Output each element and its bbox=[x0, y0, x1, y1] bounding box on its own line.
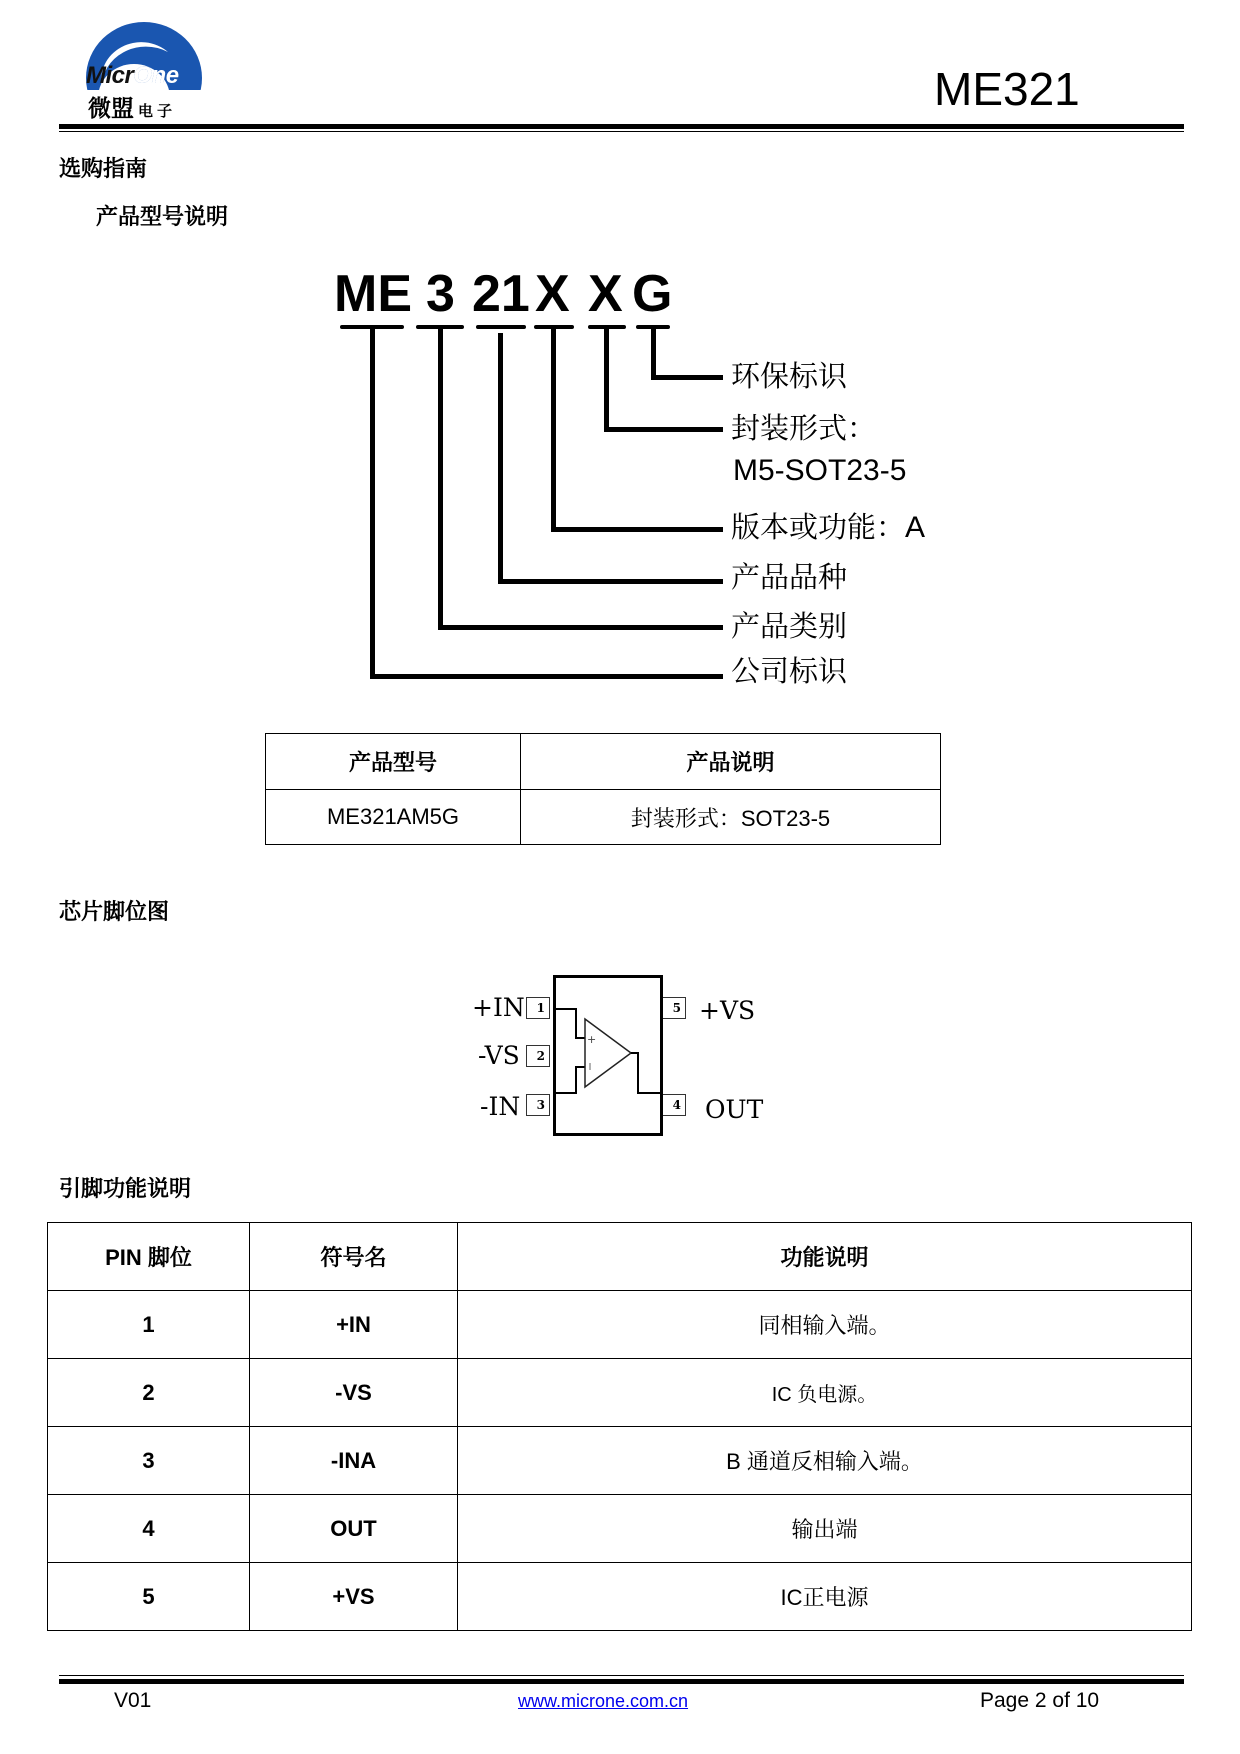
leader-line-3 bbox=[438, 328, 443, 630]
cell-symbol: -VS bbox=[250, 1359, 458, 1427]
cell-function: B 通道反相输入端。 bbox=[458, 1427, 1192, 1495]
cell-pin: 4 bbox=[48, 1495, 250, 1563]
footer-website-link[interactable]: www.microne.com.cn bbox=[518, 1691, 689, 1711]
table-row bbox=[48, 1563, 1192, 1631]
opamp-symbol-icon bbox=[553, 975, 663, 1136]
footer-version: V01 bbox=[114, 1689, 152, 1712]
pin-1-box: 1 bbox=[526, 997, 550, 1019]
leader-line-x2 bbox=[604, 328, 609, 432]
header-rule-thick bbox=[59, 124, 1184, 129]
pin-label-minus-in: -IN bbox=[480, 1092, 521, 1121]
pin-4-box: 4 bbox=[662, 1094, 686, 1116]
leader-line-me bbox=[370, 328, 375, 679]
subheading-part-number: 产品型号说明 bbox=[96, 205, 229, 230]
col-header-description: 产品说明 bbox=[521, 734, 941, 790]
leader-arm-3 bbox=[438, 625, 723, 630]
pin-function-table bbox=[47, 1222, 1192, 1631]
table-row bbox=[266, 790, 941, 845]
table-row bbox=[48, 1495, 1192, 1563]
leader-arm-x1 bbox=[551, 527, 723, 532]
leader-arm-me bbox=[370, 674, 723, 679]
col-header-function: 功能说明 bbox=[458, 1223, 1192, 1291]
pin-2-box: 2 bbox=[526, 1045, 550, 1067]
cell-model: ME321AM5G bbox=[266, 790, 521, 845]
pn-segment-x2: X bbox=[588, 265, 623, 323]
table-row bbox=[48, 1291, 1192, 1359]
logo-wordmark: MicrOne bbox=[86, 62, 179, 89]
label-eco-mark: 环保标识 bbox=[731, 359, 848, 393]
pn-segment-me: ME bbox=[334, 265, 412, 323]
cell-symbol: +IN bbox=[250, 1291, 458, 1359]
document-title: ME321 bbox=[934, 63, 1080, 115]
cell-function: IC正电源 bbox=[458, 1563, 1192, 1631]
label-company-mark: 公司标识 bbox=[731, 654, 848, 688]
leader-line-x1 bbox=[551, 328, 556, 532]
col-header-model: 产品型号 bbox=[266, 734, 521, 790]
cell-pin: 1 bbox=[48, 1291, 250, 1359]
svg-text:+: + bbox=[587, 1033, 597, 1046]
logo-chinese-name: 微盟 电子 bbox=[88, 96, 177, 122]
product-model-table bbox=[265, 733, 941, 845]
pin-label-out: OUT bbox=[705, 1095, 764, 1124]
leader-arm-x2 bbox=[604, 427, 723, 432]
cell-function: IC 负电源。 bbox=[458, 1359, 1192, 1427]
header-rule-thin bbox=[59, 131, 1184, 132]
pn-segment-g: G bbox=[632, 265, 673, 323]
footer-rule-thin bbox=[59, 1675, 1184, 1676]
cell-description: 封装形式：SOT23-5 bbox=[521, 790, 941, 845]
leader-line-g bbox=[651, 328, 656, 380]
cell-pin: 2 bbox=[48, 1359, 250, 1427]
pin-label-plus-vs: +VS bbox=[699, 996, 756, 1025]
label-package: 封装形式： bbox=[731, 411, 877, 445]
pin-label-minus-vs: -VS bbox=[478, 1041, 520, 1070]
pin-5-box: 5 bbox=[662, 997, 686, 1019]
pn-segment-3: 3 bbox=[426, 265, 455, 323]
pin-3-box: 3 bbox=[526, 1094, 550, 1116]
section-heading-pinout: 芯片脚位图 bbox=[59, 900, 170, 925]
leader-arm-21 bbox=[498, 579, 723, 584]
cell-symbol: -INA bbox=[250, 1427, 458, 1495]
cell-function: 同相输入端。 bbox=[458, 1291, 1192, 1359]
pn-segment-x1: X bbox=[535, 265, 570, 323]
col-header-pin: PIN 脚位 bbox=[48, 1223, 250, 1291]
cell-function: 输出端 bbox=[458, 1495, 1192, 1563]
cell-pin: 5 bbox=[48, 1563, 250, 1631]
pn-underline bbox=[476, 325, 526, 329]
leader-line-21 bbox=[498, 333, 503, 584]
cell-pin: 3 bbox=[48, 1427, 250, 1495]
label-product-category: 产品类别 bbox=[731, 609, 848, 643]
label-product-variety: 产品品种 bbox=[731, 560, 848, 594]
label-version: 版本或功能：A bbox=[731, 510, 926, 544]
pn-segment-21: 21 bbox=[472, 265, 530, 323]
table-row bbox=[48, 1427, 1192, 1495]
section-heading-pin-functions: 引脚功能说明 bbox=[59, 1177, 192, 1202]
leader-arm-g bbox=[651, 375, 723, 380]
table-row bbox=[48, 1359, 1192, 1427]
col-header-symbol: 符号名 bbox=[250, 1223, 458, 1291]
cell-symbol: OUT bbox=[250, 1495, 458, 1563]
footer-page-number: Page 2 of 10 bbox=[980, 1689, 1100, 1712]
label-package-value: M5-SOT23-5 bbox=[733, 454, 907, 487]
section-heading-selection-guide: 选购指南 bbox=[59, 157, 148, 182]
cell-symbol: +VS bbox=[250, 1563, 458, 1631]
pin-label-plus-in: +IN bbox=[472, 993, 525, 1022]
footer-rule-thick bbox=[59, 1679, 1184, 1684]
